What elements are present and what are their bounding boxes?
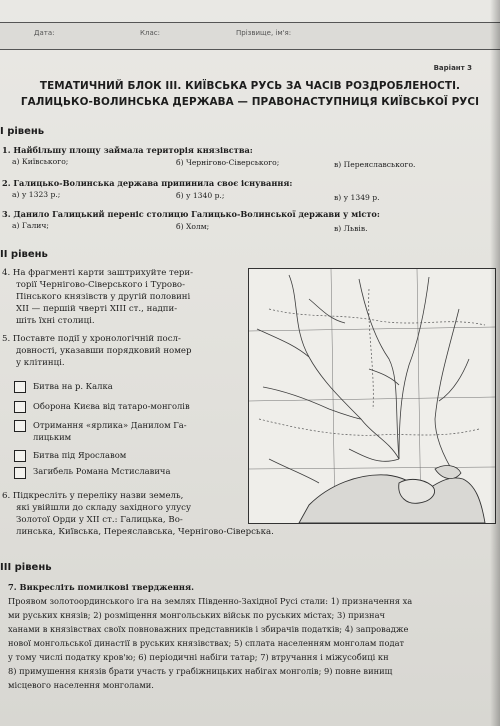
class-label: Клас: [140, 29, 160, 37]
event-label-3: Отримання «ярлика» Данилом Га- [33, 420, 187, 430]
level-2-heading: ІІ рівень [0, 249, 48, 260]
event-label-4: Битва під Ярославом [33, 450, 127, 460]
task-7-line: нової монгольської династії в руських князівствах; 5) сплата населенням монголам подат [8, 638, 405, 648]
event-label-1: Битва на р. Калка [33, 381, 113, 391]
task-6-line: які увійшли до складу західного улусу [16, 503, 192, 513]
page-title-line-2: ГАЛИЦЬКО-ВОЛИНСЬКА ДЕРЖАВА — ПРАВОНАСТУПНИЦЯ КИЇВСЬКОЇ РУСІ [20, 96, 480, 108]
event-order-box-4[interactable] [14, 450, 26, 462]
question-3-option-c[interactable]: в) Львів. [334, 224, 368, 233]
event-label-5: Загибель Романа Мстиславича [33, 466, 171, 476]
event-label-3-cont: лицьким [33, 432, 72, 442]
task-4-line: торії Чернігово-Сіверського і Турово- [16, 280, 186, 290]
page-title-line-1: ТЕМАТИЧНИЙ БЛОК ІІІ. КИЇВСЬКА РУСЬ ЗА ЧАСІВ РОЗДРОБЛЕНОСТІ. [39, 80, 461, 92]
question-3-option-a[interactable]: а) Галич; [12, 221, 49, 230]
outline-map[interactable] [248, 268, 496, 524]
map-drawing [249, 269, 495, 523]
task-4-line: 4. На фрагменті карти заштрихуйте тери- [2, 268, 194, 278]
variant-label: Варіант 3 [433, 64, 472, 72]
question-1-option-a[interactable]: а) Київського; [12, 157, 69, 166]
question-2-option-b[interactable]: б) у 1340 р.; [176, 191, 225, 200]
question-2: 2. Галицько-Волинська держава припинила своє існування: [2, 178, 293, 188]
task-7-line: місцевого населення монголами. [8, 680, 154, 690]
level-1-heading: І рівень [0, 126, 45, 137]
question-1-option-b[interactable]: б) Чернігово-Сіверського; [176, 158, 280, 167]
question-3-option-b[interactable]: б) Холм; [176, 222, 210, 231]
task-6-line: Золотої Орди у XII ст.: Галицька, Во- [16, 515, 183, 525]
event-label-2: Оборона Києва від татаро-монголів [33, 401, 190, 411]
task-5-line: довності, указавши порядковий номер [16, 346, 192, 356]
date-label: Дата: [34, 29, 55, 37]
question-1-option-c[interactable]: в) Переяславського. [334, 160, 416, 169]
task-4-line: XII — першій чверті XIII ст., надпи- [16, 304, 178, 314]
task-7-line: 7. Викресліть помилкові твердження. [8, 582, 194, 592]
page-edge-shadow [490, 0, 500, 726]
task-4-line: Пінського князівств у другій половині [16, 292, 191, 302]
level-3-heading: ІІІ рівень [0, 562, 52, 573]
event-order-box-3[interactable] [14, 420, 26, 432]
question-2-option-c[interactable]: в) у 1349 р. [334, 193, 380, 202]
task-5-line: 5. Поставте події у хронологічній посл- [2, 334, 181, 344]
task-7-line: у тому числі податку кров'ю; 6) періодичні набіги татар; 7) втручання і міжусобиці кн [8, 652, 389, 662]
task-7-line: Проявом золотоординського іга на землях Південно-Західної Русі стали: 1) призначення ха [8, 596, 413, 606]
event-order-box-2[interactable] [14, 401, 26, 413]
task-7-line: 8) примушення князів брати участь у грабіжницьких набігах монголів; 9) повне винищ [8, 666, 393, 676]
question-1: 1. Найбільшу площу займала територія князівства: [2, 145, 253, 155]
name-label: Прізвище, ім'я: [236, 29, 292, 37]
task-4-line: шіть їхні столиці. [16, 316, 95, 326]
task-7-line: ми руських князів; 2) розміщення монгольських військ по руських містах; 3) признач [8, 610, 385, 620]
task-5-line: у клітинці. [16, 358, 65, 368]
event-order-box-5[interactable] [14, 467, 26, 479]
task-7-line: ханами в князівствах своїх повноважних представників і збирачів податків; 4) запровадже [8, 624, 409, 634]
student-info-header [0, 22, 500, 50]
event-order-box-1[interactable] [14, 381, 26, 393]
question-2-option-a[interactable]: а) у 1323 р.; [12, 190, 61, 199]
question-3: 3. Данило Галицький переніс столицю Галицько-Волинської держави у місто: [2, 209, 380, 219]
task-6-line: линська, Київська, Переяславська, Чернігово-Сіверська. [16, 527, 274, 537]
task-6-line: 6. Підкресліть у переліку назви земель, [2, 491, 184, 501]
